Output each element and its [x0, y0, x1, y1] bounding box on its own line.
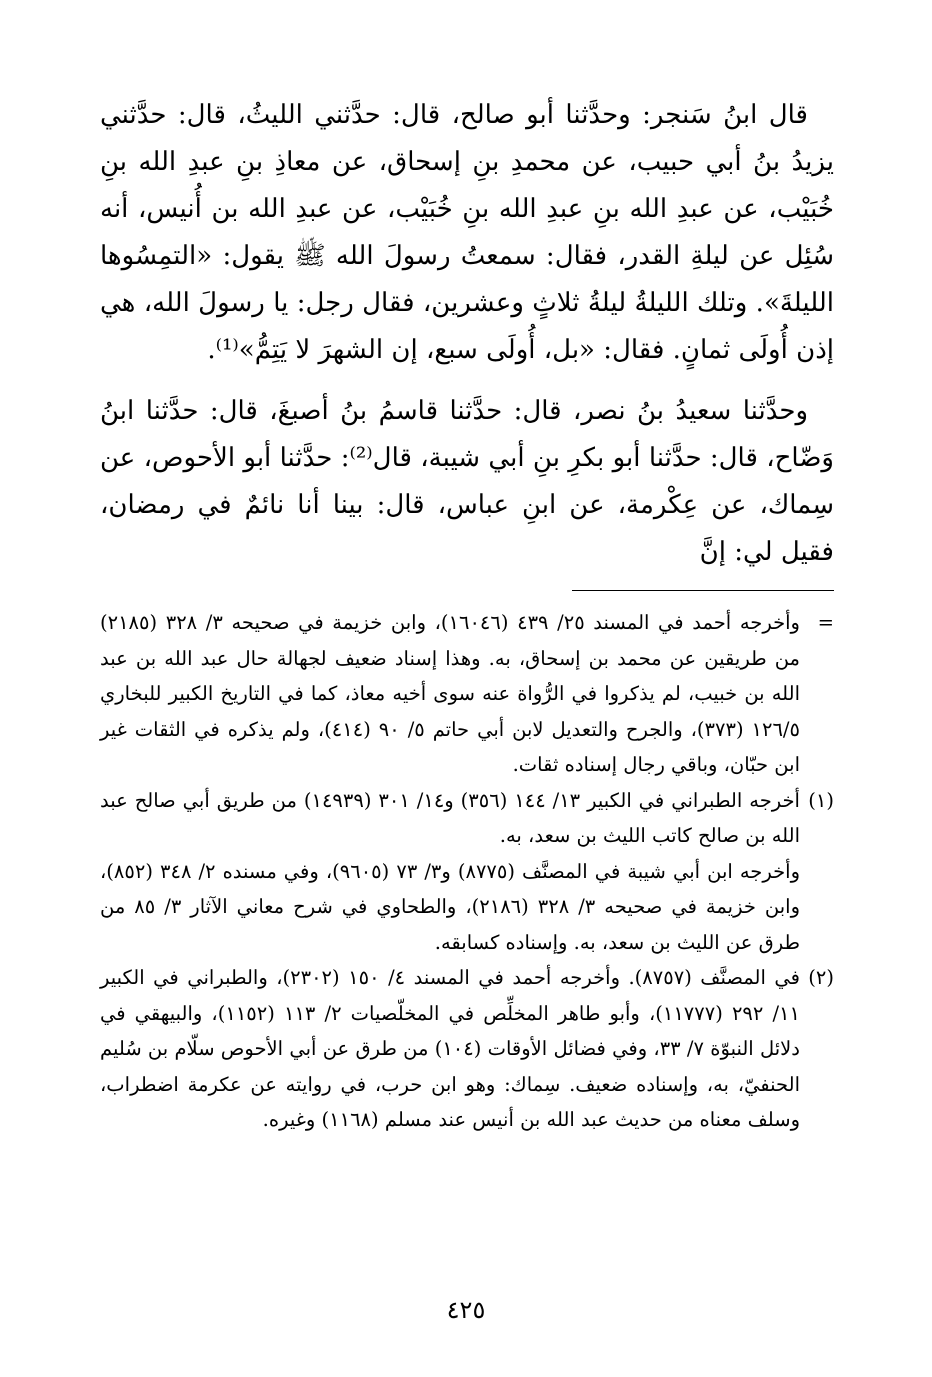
footnote-text: وأخرجه ابن أبي شيبة في المصنَّف (٨٧٧٥) و٣/ ٧٣ (٩٦٠٥)، وفي مسنده ٢/ ٣٤٨ (٨٥٢)، وابن خزيمة في صحيحه ٣/ ٣٢٨ (٢١٨٦)، والطحاوي في شرح معاني الآثار ٣/ ٨٥ من طرق عن الليث بن سعد، به. وإسناده كسابقه.: [100, 859, 800, 954]
footnote-1: [100, 783, 834, 854]
main-text: [100, 92, 834, 576]
footnote-divider: [572, 590, 834, 591]
footnote-continuation: [100, 605, 834, 783]
paragraph-1: قال ابنُ سَنجر: وحدَّثنا أبو صالح، قال: حدَّثني الليثُ، قال: حدَّثني يزيدُ بنُ أبي حبيب، عن محمدِ بنِ إسحاق، عن معاذِ بنِ عبدِ الله بنِ خُبَيْب، عن عبدِ الله بنِ عبدِ الله بنِ خُبَيْب، عن عبدِ الله بن أُنيس، أنه سُئِل عن ليلةِ القدر، فقال: سمعتُ رسولَ الله ﷺ يقول: «التمِسُوها الليلةَ». وتلك الليلةُ ليلةُ ثلاثٍ وعشرين، فقال رجل: يا رسولَ الله، هي إذن أُولَى ثمانٍ. فقال: «بل، أُولَى سبع، إن الشهرَ لا يَتِمُّ»⁽¹⁾.: [100, 100, 834, 365]
paragraph-2: وحدَّثنا سعيدُ بنُ نصر، قال: حدَّثنا قاسمُ بنُ أصبغَ، قال: حدَّثنا ابنُ وَضّاح، قال: حدَّثنا أبو بكرِ بنِ أبي شيبة، قال⁽²⁾: حدَّثنا أبو الأحوص، عن سِماك، عن عِكْرمة، عن ابنِ عباس، قال: بينا أنا نائمٌ في رمضان، فقيل لي: إنَّ: [100, 396, 834, 567]
footnote-text: أخرجه الطبراني في الكبير ١٣/ ١٤٤ (٣٥٦) و١٤/ ٣٠١ (١٤٩٣٩) من طريق أبي صالح عبد الله بن صالح كاتب الليث بن سعد، به.: [100, 788, 800, 847]
footnote-mark: (١): [808, 788, 834, 812]
footnotes: [100, 605, 834, 1138]
footnote-text: وأخرجه أحمد في المسند ٢٥/ ٤٣٩ (١٦٠٤٦)، وابن خزيمة في صحيحه ٣/ ٣٢٨ (٢١٨٥) من طريقين عن محمد بن إسحاق، به. وهذا إسناد ضعيف لجهالة حال عبد الله بن عبد الله بن خبيب، لم يذكروا في الرُّواة عنه سوى أخيه معاذ، كما في التاريخ الكبير للبخاري ١٢٦/٥ (٣٧٣)، والجرح والتعديل لابن أبي حاتم ٥/ ٩٠ (٤١٤)، ولم يذكره في الثقات غير ابن حبّان، وباقي رجال إسناده ثقات.: [100, 611, 800, 776]
page-number: ٤٢٥: [446, 1296, 486, 1324]
footnote-mark: =: [817, 611, 834, 634]
footnote-mark: (٢): [808, 966, 834, 989]
footnote-1-continued: [100, 854, 834, 961]
footnote-text: في المصنَّف (٨٧٥٧). وأخرجه أحمد في المسند ٤/ ١٥٠ (٢٣٠٢)، والطبراني في الكبير ١١/ ٢٩٢ (١١٧٧٧)، وأبو طاهر المخلِّص في المخلّصيات ٢/ ١١٣ (١١٥٢)، والبيهقي في دلائل النبوّة ٧/ ٣٣، وفي فضائل الأوقات (١٠٤) من طرق عن أبي الأحوص سلّام بن سُليم الحنفيّ، به، وإسناده ضعيف. سِماك: وهو ابن حرب، في روايته عن عكرمة اضطراب، وسلف معناه من حديث عبد الله بن أنيس عند مسلم (١١٦٨) وغيره.: [100, 966, 800, 1131]
footnote-2: [100, 960, 834, 1138]
